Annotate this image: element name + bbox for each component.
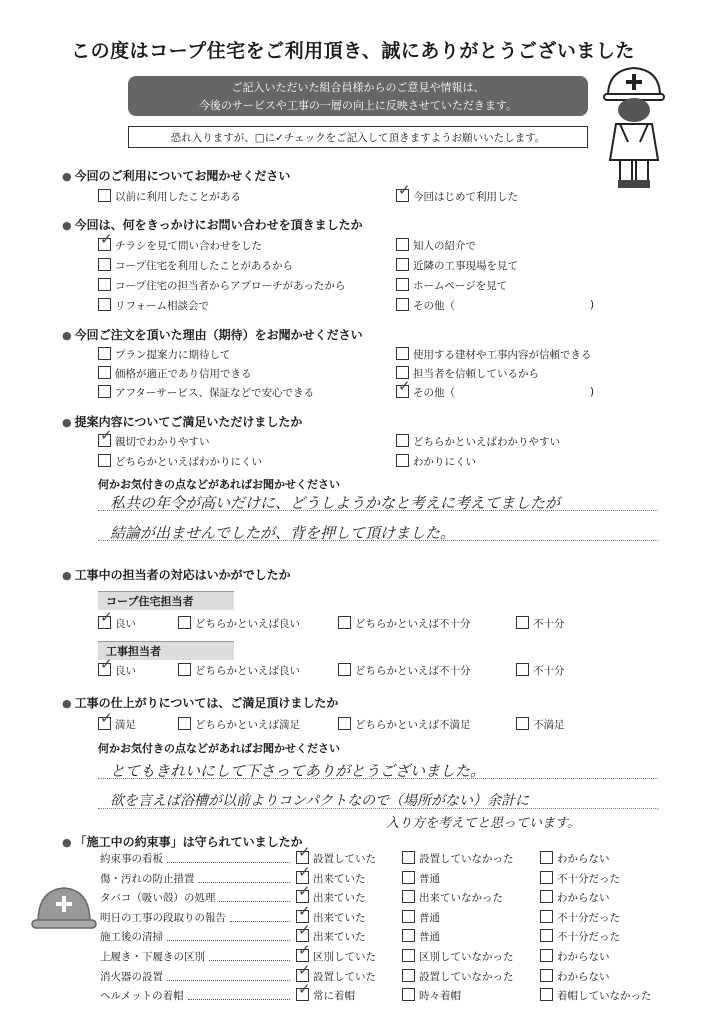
q6-option-2[interactable]: どちらかといえば満足 [178, 717, 300, 732]
q7-row-option[interactable]: わからない [540, 949, 610, 964]
q7-row-option[interactable]: 普通 [402, 910, 440, 925]
q7-row-label: 消火器の設置 [100, 971, 163, 983]
q2-option-5[interactable]: コープ住宅の担当者からアプローチがあったから [98, 278, 345, 293]
page-title: この度はコープ住宅をご利用頂き、誠にありがとうございました [71, 40, 635, 62]
q5-g1-option-1[interactable]: ✓良い [98, 616, 136, 631]
q4-option-1[interactable]: ✓親切でわかりやすい [98, 434, 210, 449]
q4-comment-text-1[interactable]: 私共の年令が高いだけに、どうしようかなと考えに考えてましたが [110, 494, 561, 512]
checkbox[interactable] [540, 871, 553, 884]
q7-row-option[interactable]: 時々着帽 [402, 988, 461, 1003]
close-paren: ) [590, 299, 595, 311]
leader-dots [167, 862, 290, 863]
q2-option-7[interactable]: リフォーム相談会で [98, 298, 209, 313]
checkbox-checked[interactable] [296, 988, 309, 1001]
q2-option-6[interactable]: ホームページを見て [396, 278, 507, 293]
checkbox[interactable] [540, 929, 553, 942]
q5-g1-option-4[interactable]: 不十分 [516, 616, 565, 631]
checkbox[interactable] [540, 969, 553, 982]
q5-g2-option-3[interactable]: どちらかといえば不十分 [338, 663, 471, 678]
checkbox[interactable] [540, 949, 553, 962]
q7-row-option[interactable]: ✓ 区別していた [296, 949, 376, 964]
q2-option-8[interactable]: その他（ [396, 298, 455, 313]
q6-option-4[interactable]: 不満足 [516, 717, 565, 732]
checkbox[interactable] [540, 890, 553, 903]
q7-row-label: タバコ（吸い殻）の処理 [100, 892, 216, 904]
q7-row-option[interactable]: ✓ 出来ていた [296, 890, 366, 905]
close-paren: ) [590, 386, 595, 398]
q4-comment-prompt: 何かお気付きの点などがあればお聞かせください [98, 478, 340, 491]
q7-row-option[interactable]: 設置していなかった [402, 969, 514, 984]
helmet-icon [30, 884, 98, 934]
checkbox[interactable] [402, 890, 415, 903]
instruction-note: 恐れ入りますが、□に✓チェックをご記入して頂きますようお願いいたします。 [128, 126, 588, 148]
q7-row-label: 傷・汚れの防止措置 [100, 873, 195, 885]
q4-comment-text-2[interactable]: 結論が出ませんでしたが、背を押して頂けました。 [110, 524, 456, 542]
q7-row-option[interactable]: わからない [540, 969, 610, 984]
q7-row-option[interactable]: 設置していなかった [402, 851, 514, 866]
q2-option-2[interactable]: 知人の紹介で [396, 238, 476, 253]
q5-g1-option-2[interactable]: どちらかといえば良い [178, 616, 300, 631]
q2-option-3[interactable]: コープ住宅を利用したことがあるから [98, 258, 293, 273]
q5-title: ● 工事中の担当者の対応はいかがでしたか [62, 566, 291, 583]
checkbox[interactable] [402, 988, 415, 1001]
q7-row-option[interactable]: ✓ 設置していた [296, 969, 376, 984]
checkbox[interactable] [402, 949, 415, 962]
q7-row-option[interactable]: 出来ていなかった [402, 890, 503, 905]
checkbox[interactable] [540, 851, 553, 864]
checkbox[interactable] [540, 910, 553, 923]
checkbox[interactable] [402, 851, 415, 864]
checkbox[interactable] [98, 189, 111, 202]
q3-title: ● 今回ご注文を頂いた理由（期待）をお聞かせください [62, 326, 363, 343]
q6-comment-text-3[interactable]: 入り方を考えてと思っています。 [386, 816, 580, 831]
q7-row-label: 上履き・下履きの区別 [100, 951, 205, 963]
leader-dots [167, 980, 290, 981]
checkbox[interactable] [402, 871, 415, 884]
q7-row-label: 約束事の看板 [100, 853, 163, 865]
q7-row-label: 明日の工事の段取りの報告 [100, 912, 226, 924]
q7-row-option[interactable]: ✓ 常に着帽 [296, 988, 355, 1003]
leader-dots [219, 901, 290, 902]
q6-comment-text-2[interactable]: 欲を言えば浴槽が以前よりコンパクトなので（場所がない）余計に [110, 793, 530, 809]
q5-g2-option-1[interactable]: ✓良い [98, 663, 136, 678]
q3-option-6[interactable]: ✓ その他（ [396, 385, 455, 400]
q2-option-4[interactable]: 近隣の工事現場を見て [396, 258, 518, 273]
q6-title: ● 工事の仕上がりについては、ご満足頂けましたか [62, 694, 338, 711]
q7-row-option[interactable]: わからない [540, 851, 610, 866]
banner-line-2: 今後のサービスや工事の一層の向上に反映させていただきます。 [198, 99, 518, 112]
q6-option-3[interactable]: どちらかといえば不満足 [338, 717, 471, 732]
banner-line-1: ご記入いただいた組合員様からのご意見や情報は、 [231, 81, 485, 94]
q3-option-3[interactable]: 価格が適正であり信用できる [98, 366, 252, 381]
q6-option-1[interactable]: ✓満足 [98, 717, 136, 732]
q7-row-option[interactable]: 区別していなかった [402, 949, 514, 964]
q1-option-1[interactable]: 以前に利用したことがある [98, 189, 241, 204]
q7-row-option[interactable]: ✓ 出来ていた [296, 871, 366, 886]
q7-row-option[interactable]: ✓ 設置していた [296, 851, 376, 866]
q3-option-2[interactable]: 使用する建材や工事内容が信頼できる [396, 347, 592, 362]
q6-comment-prompt: 何かお気付きの点などがあればお聞かせください [98, 742, 340, 755]
construction-worker-icon [598, 62, 670, 192]
q4-option-2[interactable]: どちらかといえばわかりやすい [396, 434, 560, 449]
checkbox[interactable] [402, 969, 415, 982]
q2-option-1[interactable]: ✓チラシを見て問い合わせをした [98, 238, 262, 253]
q7-row-option[interactable]: 不十分だった [540, 929, 620, 944]
q5-g2-option-2[interactable]: どちらかといえば良い [178, 663, 300, 678]
q7-row-option[interactable]: わからない [540, 890, 610, 905]
q6-comment-text-1[interactable]: とてもきれいにして下さってありがとうございました。 [110, 762, 486, 780]
checkbox-checked[interactable] [396, 189, 409, 202]
q7-row-label: 施工後の清掃 [100, 931, 163, 943]
leader-dots [209, 960, 290, 961]
q7-row-option[interactable]: ✓ 出来ていた [296, 929, 366, 944]
q7-title: ● 「施工中の約束事」は守られていましたか [62, 833, 303, 850]
q5-g2-option-4[interactable]: 不十分 [516, 663, 565, 678]
q3-option-1[interactable]: プラン提案力に期待して [98, 347, 231, 362]
checkbox[interactable] [402, 910, 415, 923]
q7-row-option[interactable]: ✓ 出来ていた [296, 910, 366, 925]
q4-option-3[interactable]: どちらかといえばわかりにくい [98, 454, 262, 469]
checkbox[interactable] [402, 929, 415, 942]
info-banner [128, 76, 588, 116]
q1-option-2[interactable]: ✓ 今回はじめて利用した [396, 189, 518, 204]
q2-title: ● 今回は、何をきっかけにお問い合わせを頂きましたか [62, 216, 363, 233]
q7-row-option[interactable]: 着帽していなかった [540, 988, 652, 1003]
q1-title: ● 今回のご利用についてお聞かせください [62, 167, 290, 184]
leader-dots [230, 921, 290, 922]
q7-row-option[interactable]: 普通 [402, 929, 440, 944]
q5-g1-option-3[interactable]: どちらかといえば不十分 [338, 616, 471, 631]
q7-row-label: ヘルメットの着帽 [100, 990, 184, 1002]
q7-row-option[interactable]: 不十分だった [540, 871, 620, 886]
checkbox[interactable] [540, 988, 553, 1001]
q4-title: ● 提案内容についてご満足いただけましたか [62, 413, 302, 430]
leader-dots [188, 999, 290, 1000]
leader-dots [167, 940, 290, 941]
q3-option-5[interactable]: アフターサービス、保証などで安心できる [98, 385, 314, 400]
q5-group-2-label: 工事担当者 [98, 641, 234, 660]
q5-group-1-label: コープ住宅担当者 [98, 591, 234, 610]
leader-dots [199, 882, 290, 883]
q3-option-4[interactable]: 担当者を信頼しているから [396, 366, 539, 381]
q7-row-option[interactable]: 不十分だった [540, 910, 620, 925]
q7-row-option[interactable]: 普通 [402, 871, 440, 886]
q4-option-4[interactable]: わかりにくい [396, 454, 476, 469]
